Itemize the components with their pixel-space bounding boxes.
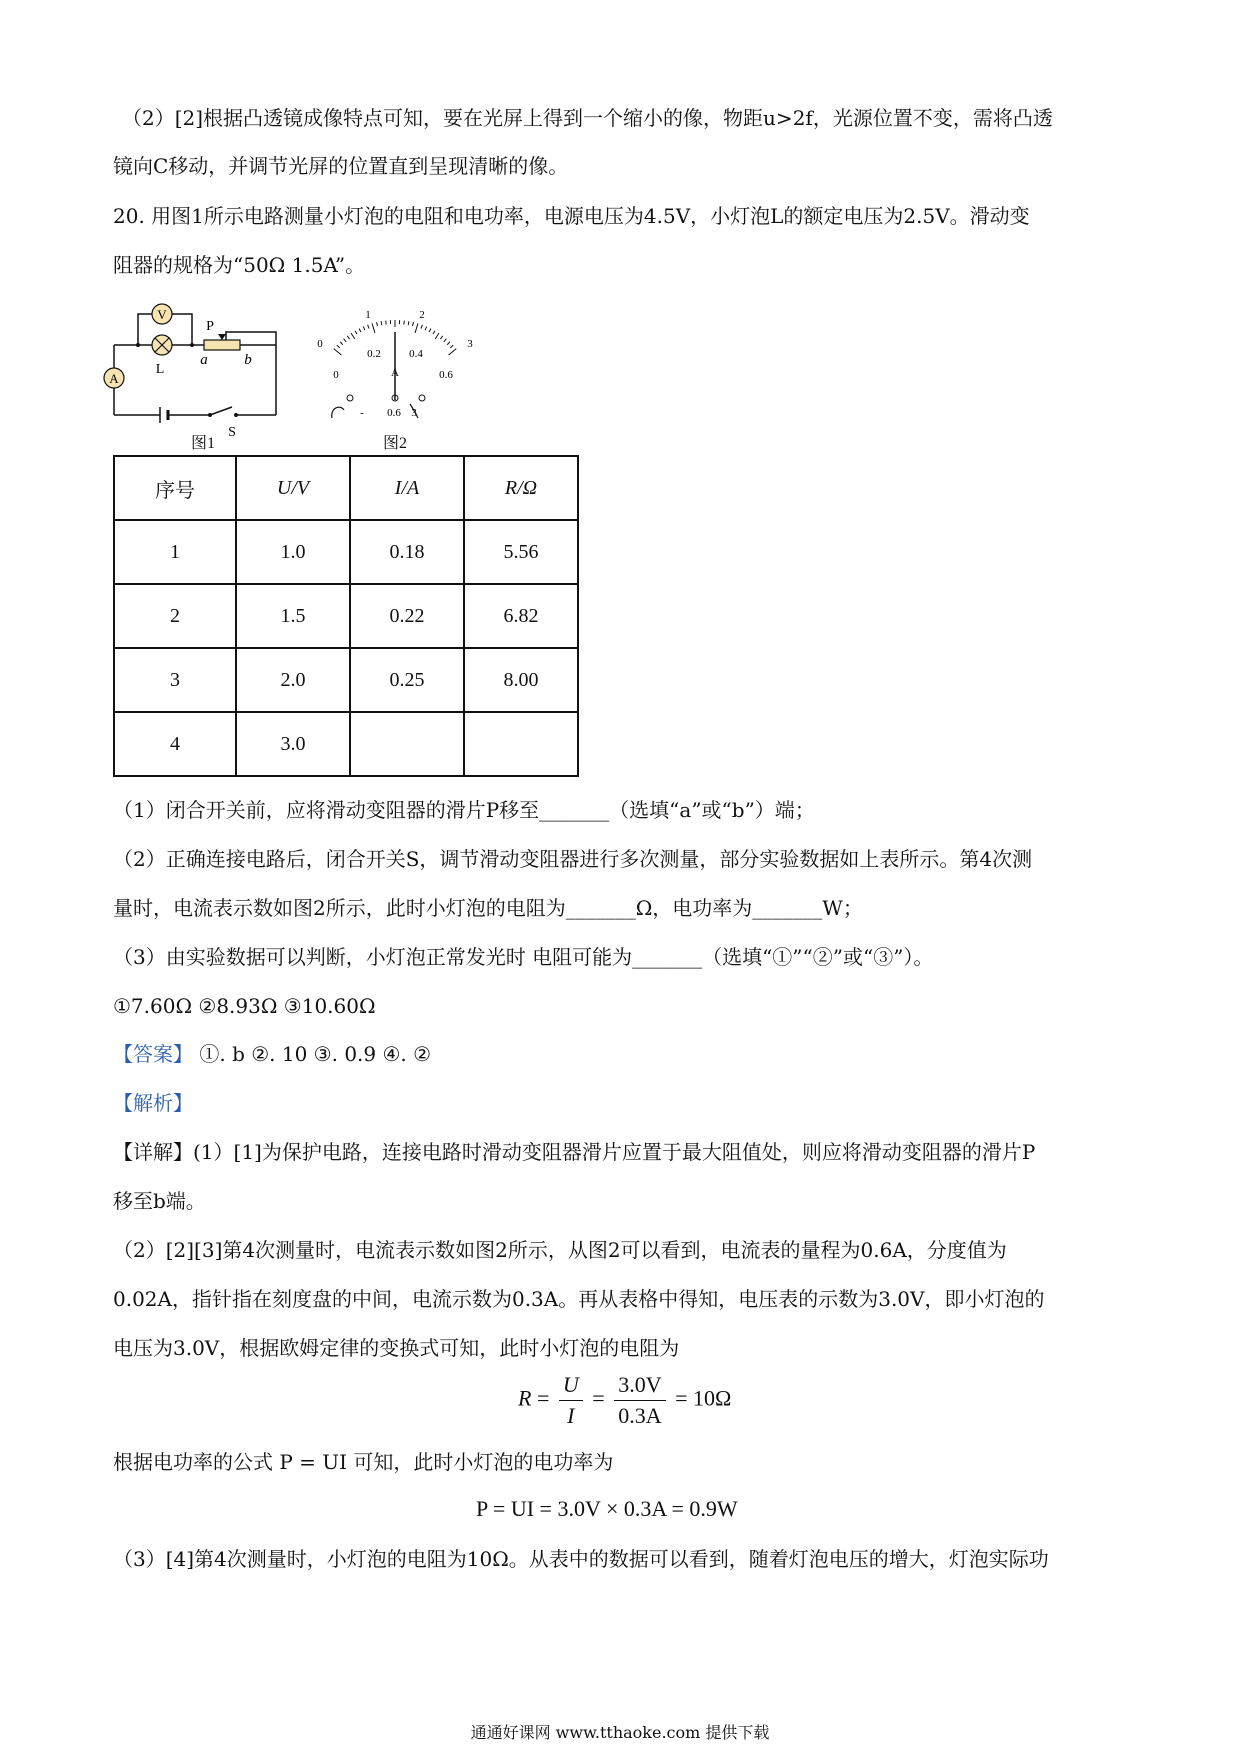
- detail-line: 【详解】(1）[1]为保护电路，连接电路时滑动变阻器滑片应置于最大阻值处，则应将滑动变阻器的滑片P: [113, 1140, 1036, 1164]
- dial-tick: [450, 345, 453, 348]
- switch-label: S: [228, 425, 236, 440]
- detail-line: （3）[4]第4次测量时，小灯泡的电阻为10Ω。从表中的数据可以看到，随着灯泡电压的增大，灯泡实际功: [113, 1547, 1049, 1571]
- dial-tick: [334, 349, 342, 355]
- scale-top-0: 0: [317, 338, 323, 350]
- dial-tick: [413, 322, 414, 326]
- question-3: （3）由实验数据可以判断，小灯泡正常发光时 电阻可能为_______（选填“①”“②”或“③”）。: [113, 945, 934, 969]
- eq1-lhs: R: [518, 1385, 532, 1411]
- circuit-diagram: [100, 290, 300, 450]
- scale-bottom-2: 0.4: [409, 348, 423, 360]
- dial-tick: [372, 323, 375, 333]
- dial-tick: [344, 339, 347, 342]
- table-cell: [350, 712, 464, 776]
- answer-label: 【答案】: [113, 1042, 193, 1066]
- table-cell: 8.00: [464, 648, 578, 712]
- eq1-num2: 3.0V: [614, 1372, 665, 1401]
- dial-tick: [347, 336, 349, 339]
- table-row: [114, 520, 578, 584]
- table-row: [114, 712, 578, 776]
- end-b-label: b: [244, 352, 252, 368]
- ammeter-label: A: [109, 371, 119, 386]
- answer-text: ①. b ②. 10 ③. 0.9 ④. ②: [193, 1042, 432, 1066]
- dial-tick: [368, 325, 369, 329]
- dial-tick: [363, 327, 365, 331]
- table-cell: 2: [114, 584, 236, 648]
- data-table: [113, 455, 579, 777]
- question-20-stem: 阻器的规格为“50Ω 1.5A”。: [113, 253, 366, 277]
- scale-top-3: 3: [467, 338, 473, 350]
- slider-label: P: [206, 319, 214, 334]
- table-cell: 2.0: [236, 648, 350, 712]
- dial-tick: [421, 325, 422, 329]
- dial-tick: [449, 349, 457, 355]
- resistance-equation: R = $\frac{U}{I}$ = $\frac{3.0V}{0.3A}$ = 10Ω: [518, 1372, 732, 1428]
- lamp-label: L: [155, 362, 165, 377]
- eq1-result: 10Ω: [693, 1385, 732, 1411]
- question-3-options: ①7.60Ω ②8.93Ω ③10.60Ω: [113, 994, 376, 1018]
- dial-tick: [408, 321, 409, 325]
- figure2-caption: 图2: [383, 435, 408, 452]
- question-2: 量时，电流表示数如图2所示，此时小灯泡的电阻为_______Ω，电功率为_______W；: [113, 896, 863, 920]
- detail-line: 0.02A，指针指在刻度盘的中间，电流示数为0.3A。再从表格中得知，电压表的示数为3.0V，即小灯泡的: [113, 1287, 1045, 1311]
- terminal-0-6: 0.6: [387, 407, 401, 419]
- terminal-minus: -: [360, 407, 364, 419]
- dial-tick: [377, 322, 378, 326]
- power-intro: 根据电功率的公式 P = UI 可知，此时小灯泡的电功率为: [113, 1450, 614, 1474]
- paragraph-line: （2）[2]根据凸透镜成像特点可知，要在光屏上得到一个缩小的像，物距u>2f，光源位置不变，需将凸透: [122, 106, 1053, 130]
- table-cell: [464, 712, 578, 776]
- header-resistance: R/Ω: [464, 456, 578, 520]
- detail-line: 移至b端。: [113, 1189, 206, 1213]
- dial-tick: [429, 329, 431, 333]
- dial-tick: [425, 327, 427, 331]
- voltmeter-label: V: [157, 307, 167, 322]
- table-cell: 0.25: [350, 648, 464, 712]
- dial-tick: [440, 336, 442, 339]
- header-index: 序号: [114, 456, 236, 520]
- eq1-den2: 0.3A: [618, 1403, 662, 1428]
- dial-tick: [351, 333, 355, 339]
- detail-line: 电压为3.0V，根据欧姆定律的变换式可知，此时小灯泡的电阻为: [113, 1336, 680, 1360]
- dial-tick: [381, 321, 382, 325]
- dial-tick: [359, 329, 361, 333]
- eq1-den1: I: [567, 1403, 575, 1428]
- dial-tick: [447, 342, 450, 345]
- table-cell: 5.56: [464, 520, 578, 584]
- table-header-row: [114, 456, 578, 520]
- dial-unit: A: [391, 367, 399, 379]
- dial-tick: [435, 333, 439, 339]
- eq1-num1: U: [559, 1372, 583, 1401]
- table-cell: 4: [114, 712, 236, 776]
- answer-line: [113, 1040, 431, 1068]
- detail-line: （2）[2][3]第4次测量时，电流表示数如图2所示，从图2可以看到，电流表的量程为0.6A，分度值为: [113, 1238, 1007, 1262]
- scale-top-2: 2: [419, 309, 425, 321]
- analysis-label: 【解析】: [113, 1091, 193, 1115]
- table-cell: 1.5: [236, 584, 350, 648]
- ammeter-dial: [310, 300, 480, 430]
- header-voltage: U/V: [236, 456, 350, 520]
- dial-tick: [340, 342, 343, 345]
- question-1: （1）闭合开关前，应将滑动变阻器的滑片P移至_______（选填“a”或“b”）端；: [113, 798, 815, 822]
- table-cell: 3: [114, 648, 236, 712]
- terminal-3: 3: [411, 407, 417, 419]
- dial-tick: [415, 323, 418, 333]
- table-cell: 0.18: [350, 520, 464, 584]
- figure1-caption: 图1: [191, 435, 216, 452]
- dial-tick: [355, 331, 357, 334]
- table-row: [114, 648, 578, 712]
- question-2: （2）正确连接电路后，闭合开关S，调节滑动变阻器进行多次测量，部分实验数据如上表所示。第4次测: [113, 847, 1033, 871]
- end-a-label: a: [200, 352, 208, 368]
- scale-top-1: 1: [365, 309, 371, 321]
- paragraph-line: 镜向C移动，并调节光屏的位置直到呈现清晰的像。: [113, 154, 569, 178]
- table-cell: 1: [114, 520, 236, 584]
- question-20-stem: 20. 用图1所示电路测量小灯泡的电阻和电功率，电源电压为4.5V，小灯泡L的额定电压为2.5V。滑动变: [113, 204, 1030, 228]
- power-equation: P = UI = 3.0V × 0.3A = 0.9W: [476, 1496, 738, 1521]
- scale-bottom-3: 0.6: [439, 369, 453, 381]
- table-row: [114, 584, 578, 648]
- table-cell: 1.0: [236, 520, 350, 584]
- dial-tick: [433, 331, 435, 334]
- page-footer: 通通好课网 www.tthaoke.com 提供下载: [470, 1723, 770, 1742]
- table-cell: 6.82: [464, 584, 578, 648]
- dial-tick: [337, 345, 340, 348]
- table-cell: 0.22: [350, 584, 464, 648]
- dial-tick: [444, 339, 447, 342]
- table-cell: 3.0: [236, 712, 350, 776]
- scale-bottom-1: 0.2: [367, 348, 381, 360]
- header-current: I/A: [350, 456, 464, 520]
- scale-bottom-0: 0: [333, 369, 339, 381]
